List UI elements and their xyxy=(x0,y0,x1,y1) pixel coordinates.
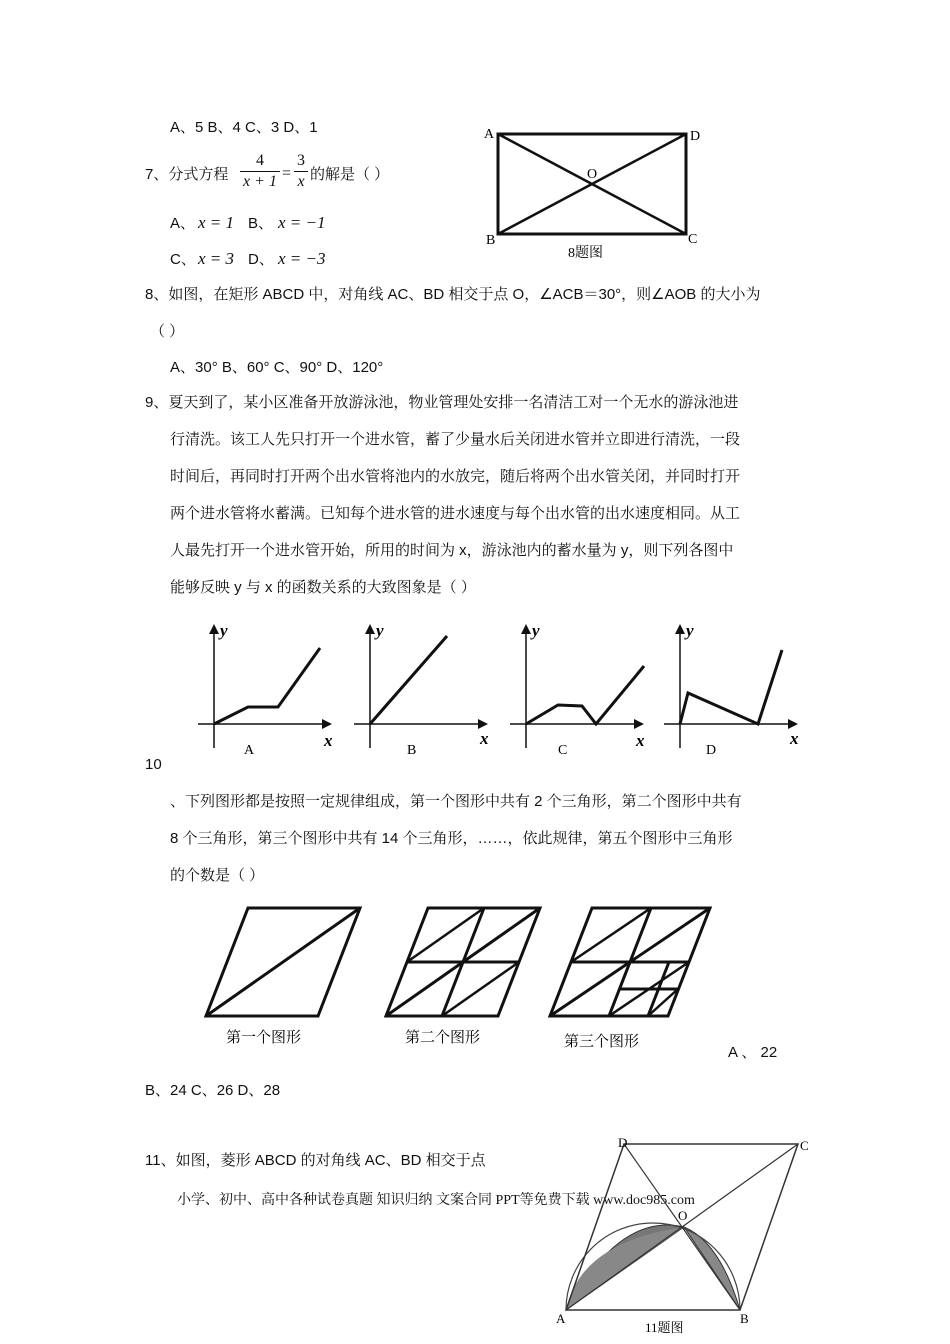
q7-optC: x = 3 xyxy=(198,249,235,268)
q7-num1: 4 xyxy=(256,152,264,169)
q8-line1: 8、如图，在矩形 ABCD 中，对角线 AC、BD 相交于点 O，∠ACB＝30°，则∠AOB 的大小为 xyxy=(145,286,761,303)
q9-graph-B-label: B xyxy=(407,743,417,758)
q7-optD: x = −3 xyxy=(278,249,326,268)
q7-eq: = xyxy=(282,165,292,182)
q9-graph-A-label: A xyxy=(244,743,255,758)
q10-caption-2: 第二个图形 xyxy=(405,1030,481,1046)
fig8-label-C: C xyxy=(688,232,698,247)
q7-optB: x = −1 xyxy=(278,213,326,232)
q7-suffix: 的解是（ ） xyxy=(310,166,390,183)
fig11-label-C: C xyxy=(800,1138,809,1153)
q9-line-3: 时间后，再同时打开两个出水管将池内的水放完，随后将两个出水管关闭，并同时打开 xyxy=(170,468,741,485)
q9-graph-D-xlabel: x xyxy=(790,729,799,748)
q7-optA: x = 1 xyxy=(198,213,235,232)
q10-option-A: A 、 22 xyxy=(728,1044,778,1061)
q7-optB-label: B、 xyxy=(248,215,274,232)
q10-number: 10 xyxy=(145,756,162,773)
q9-line-2: 行清洗。该工人先只打开一个进水管，蓄了少量水后关闭进水管并立即进行清洗，一段 xyxy=(170,431,741,448)
q9-graph-C-xlabel: x xyxy=(636,731,645,750)
q9-graphs xyxy=(190,618,810,763)
q10-figure-3 xyxy=(550,908,710,1050)
q7-optD-label: D、 xyxy=(248,251,274,268)
q7-optA-label: A、 xyxy=(170,215,196,232)
fig11-caption: 11题图 xyxy=(645,1320,684,1335)
q9-graph-D xyxy=(664,621,799,758)
q6-options: A、5 B、4 C、3 D、1 xyxy=(170,119,318,136)
q7-fraction-1 xyxy=(240,152,280,191)
q9-graph-A xyxy=(198,621,333,758)
q10-line-2: 8 个三角形，第三个图形中共有 14 个三角形，……，依此规律，第五个图形中三角形 xyxy=(170,830,733,847)
q9-line-6: 能够反映 y 与 x 的函数关系的大致图象是（ ） xyxy=(170,579,476,596)
fig11-label-B: B xyxy=(740,1311,749,1326)
q9-line-4: 两个进水管将水蓄满。已知每个进水管的进水速度与每个出水管的出水速度相同。从工 xyxy=(170,505,741,522)
q7-den1: x + 1 xyxy=(243,173,277,190)
q9-graph-A-xlabel: x xyxy=(324,731,333,750)
fig8-label-B: B xyxy=(486,233,496,248)
q10-figure-1 xyxy=(206,908,360,1046)
fig8-label-O: O xyxy=(587,167,598,182)
q8-options: A、30° B、60° C、90° D、120° xyxy=(170,359,384,376)
q9-graph-C xyxy=(510,621,645,758)
fig11-label-O: O xyxy=(678,1208,688,1223)
fig11-label-A: A xyxy=(556,1311,566,1326)
figure-8-rectangle xyxy=(480,120,710,265)
q9-line-5: 人最先打开一个进水管开始，所用的时间为 x，游泳池内的蓄水量为 y，则下列各图中 xyxy=(170,542,734,559)
q8-line2: （ ） xyxy=(150,323,185,340)
q10-figure-2 xyxy=(386,908,540,1046)
q9-graph-C-ylabel: y xyxy=(532,621,540,640)
q9-graph-B-ylabel: y xyxy=(376,621,384,640)
q9-graph-D-label: D xyxy=(706,743,717,758)
q7-optC-label: C、 xyxy=(170,251,196,268)
q9-line-1: 9、夏天到了，某小区准备开放游泳池，物业管理处安排一名清洁工对一个无水的游泳池进 xyxy=(145,394,739,411)
q7-den2: x xyxy=(297,173,305,190)
q9-graph-D-ylabel: y xyxy=(686,621,694,640)
fig8-label-A: A xyxy=(484,127,495,142)
q9-graph-C-label: C xyxy=(558,743,568,758)
q11-text: 11、如图，菱形 ABCD 的对角线 AC、BD 相交于点 xyxy=(145,1152,486,1169)
q9-graph-B xyxy=(354,621,489,758)
fig8-label-D: D xyxy=(690,129,701,144)
figure-11-rhombus xyxy=(550,1132,830,1337)
q10-figures xyxy=(200,900,720,1060)
q10-caption-1: 第一个图形 xyxy=(226,1030,302,1046)
q7-prefix: 7、分式方程 xyxy=(145,166,229,183)
q10-caption-3: 第三个图形 xyxy=(564,1034,640,1050)
q9-graph-B-xlabel: x xyxy=(480,729,489,748)
q7-num2: 3 xyxy=(297,152,305,169)
q10-line-3: 的个数是（ ） xyxy=(170,867,265,884)
q10-line-1: 、下列图形都是按照一定规律组成，第一个图形中共有 2 个三角形，第二个图形中共有 xyxy=(170,793,742,810)
fig8-caption: 8题图 xyxy=(568,246,603,261)
q9-graph-A-ylabel: y xyxy=(220,621,228,640)
footer-watermark-text: 小学、初中、高中各种试卷真题 知识归纳 文案合同 PPT等免费下载 www.doc985.com xyxy=(177,1193,695,1208)
fig11-label-D: D xyxy=(618,1135,628,1150)
q7-fraction-2 xyxy=(294,152,308,191)
q10-options-rest: B、24 C、26 D、28 xyxy=(145,1082,281,1099)
